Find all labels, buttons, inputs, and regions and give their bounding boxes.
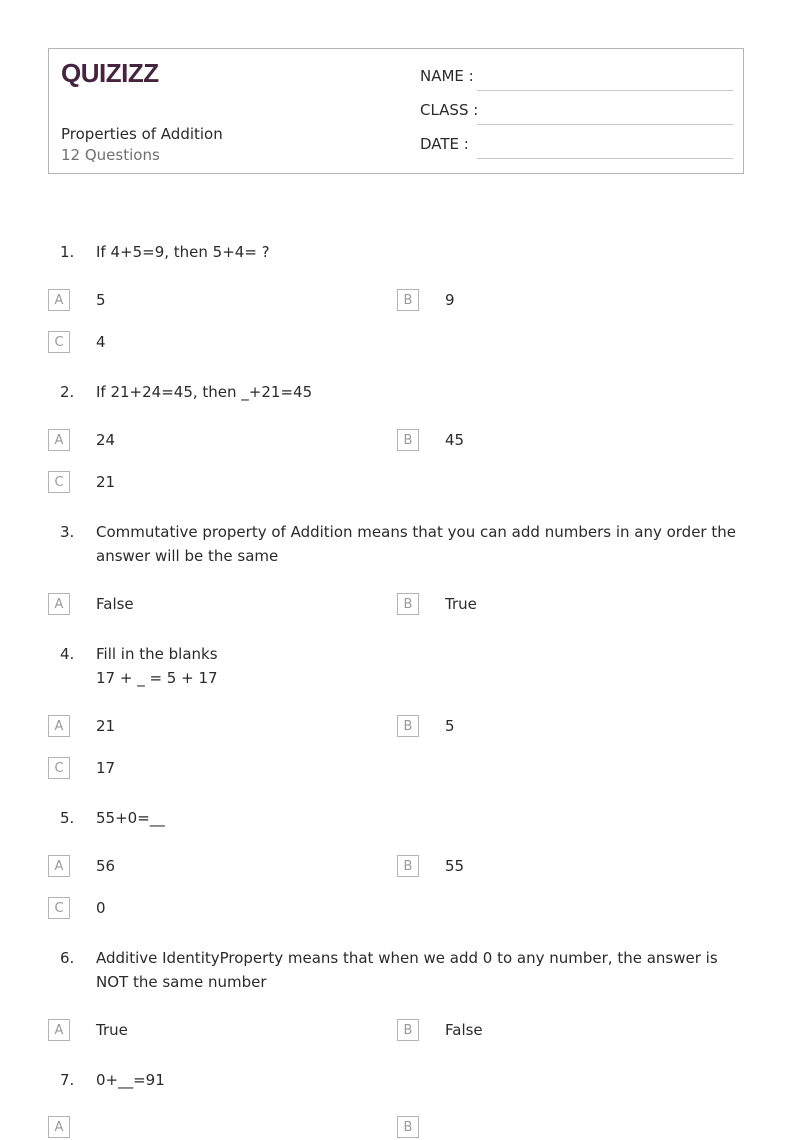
- question-number: 5.: [60, 809, 75, 827]
- option-letter-box[interactable]: A: [48, 1116, 70, 1138]
- option-letter-box[interactable]: A: [48, 1019, 70, 1041]
- question-number: 2.: [60, 383, 75, 401]
- option-letter-box[interactable]: B: [397, 289, 419, 311]
- question-number: 4.: [60, 645, 75, 663]
- option-letter-box[interactable]: A: [48, 429, 70, 451]
- option-text: 4: [96, 333, 106, 351]
- option-letter-box[interactable]: B: [397, 715, 419, 737]
- option-text: 21: [96, 717, 116, 735]
- option-text: 5: [445, 717, 455, 735]
- option-text: 24: [96, 431, 116, 449]
- option-text: 45: [445, 431, 465, 449]
- question-text: Additive IdentityProperty means that when we add 0 to any number, the answer is NOT the same number: [96, 949, 718, 991]
- question-number: 6.: [60, 949, 75, 967]
- option-text: True: [445, 595, 477, 613]
- name-field[interactable]: [420, 67, 733, 91]
- option-letter-box[interactable]: A: [48, 855, 70, 877]
- option-letter-box[interactable]: B: [397, 429, 419, 451]
- option-letter-box[interactable]: C: [48, 331, 70, 353]
- option-text: False: [96, 595, 134, 613]
- question-text: Fill in the blanks 17 + _ = 5 + 17: [96, 645, 218, 687]
- question-count: 12 Questions: [61, 146, 160, 164]
- class-field[interactable]: [420, 101, 733, 125]
- question-text: 0+__=91: [96, 1071, 165, 1089]
- option-text: 21: [96, 473, 116, 491]
- option-letter-box[interactable]: C: [48, 897, 70, 919]
- question-number: 7.: [60, 1071, 75, 1089]
- quizizz-logo: QUIZIZZ: [61, 58, 159, 88]
- date-field[interactable]: [420, 135, 733, 159]
- option-letter-box[interactable]: B: [397, 855, 419, 877]
- class-line[interactable]: [477, 124, 733, 125]
- option-letter-box[interactable]: B: [397, 1116, 419, 1138]
- question-number: 1.: [60, 243, 75, 261]
- option-letter-box[interactable]: A: [48, 593, 70, 615]
- option-text: True: [96, 1021, 128, 1039]
- option-letter-box[interactable]: A: [48, 715, 70, 737]
- name-line[interactable]: [477, 90, 733, 91]
- class-label: CLASS :: [420, 101, 479, 119]
- date-line[interactable]: [477, 158, 733, 159]
- option-text: False: [445, 1021, 483, 1039]
- option-text: 17: [96, 759, 116, 777]
- option-letter-box[interactable]: B: [397, 593, 419, 615]
- option-letter-box[interactable]: A: [48, 289, 70, 311]
- name-label: NAME :: [420, 67, 474, 85]
- option-letter-box[interactable]: B: [397, 1019, 419, 1041]
- option-text: 55: [445, 857, 465, 875]
- option-letter-box[interactable]: C: [48, 757, 70, 779]
- question-text: 55+0=__: [96, 809, 165, 827]
- option-text: 9: [445, 291, 455, 309]
- question-text: If 4+5=9, then 5+4= ?: [96, 243, 270, 261]
- question-text: If 21+24=45, then _+21=45: [96, 383, 313, 401]
- question-number: 3.: [60, 523, 75, 541]
- option-text: 0: [96, 899, 106, 917]
- worksheet-header: [48, 48, 744, 174]
- question-text: Commutative property of Addition means that you can add numbers in any order the answer will be the same: [96, 523, 736, 565]
- option-text: 5: [96, 291, 106, 309]
- option-text: 56: [96, 857, 116, 875]
- worksheet-title: Properties of Addition: [61, 125, 223, 143]
- date-label: DATE :: [420, 135, 469, 153]
- option-letter-box[interactable]: C: [48, 471, 70, 493]
